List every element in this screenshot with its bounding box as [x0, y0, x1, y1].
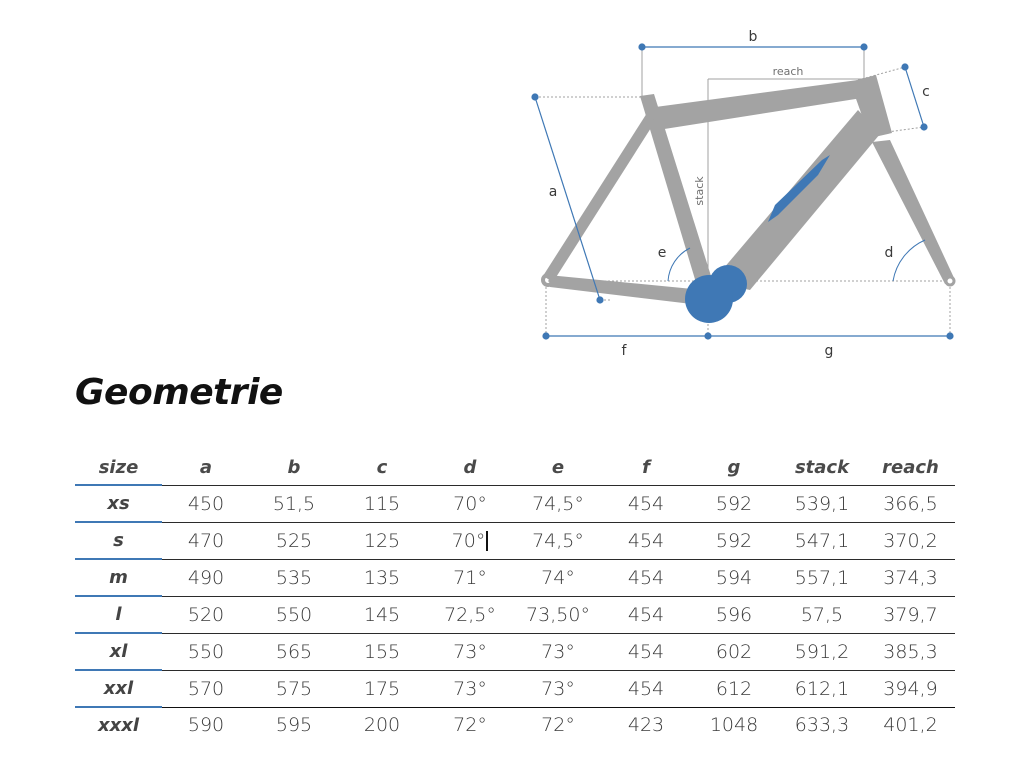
cell-e: 72°	[514, 707, 602, 743]
size-cell: xxl	[75, 670, 162, 707]
page-title: Geometrie	[75, 372, 283, 413]
cell-g: 594	[690, 559, 778, 596]
cell-stack: 539,1	[794, 492, 850, 515]
cell-e: 73°	[514, 633, 602, 670]
header-row	[75, 450, 955, 485]
header-g: g	[690, 450, 778, 485]
header-f: f	[602, 450, 690, 485]
label-d: d	[884, 245, 894, 261]
header-d: d	[426, 450, 514, 485]
cell-a: 520	[162, 596, 250, 633]
text-cursor	[486, 531, 488, 551]
cell-e: 74,5°	[532, 492, 584, 515]
label-reach: reach	[772, 65, 804, 78]
cell-g: 1048	[690, 707, 778, 743]
cell-f: 454	[602, 559, 690, 596]
cell-c: 115	[363, 492, 401, 515]
cell-f: 454	[602, 522, 690, 559]
cell-f: 454	[602, 670, 690, 707]
size-cell: l	[75, 596, 162, 633]
label-a: a	[548, 184, 558, 200]
cell-a: 470	[162, 522, 250, 559]
cell-c: 155	[338, 633, 426, 670]
cell-f: 454	[627, 492, 665, 515]
cell-e: 73°	[514, 670, 602, 707]
cell-stack: 57,5	[778, 596, 866, 633]
cell-e: 74°	[514, 559, 602, 596]
cell-f: 454	[602, 596, 690, 633]
cell-d: 73°	[426, 633, 514, 670]
cell-d-value: 70°	[451, 529, 486, 552]
cell-b: 550	[250, 596, 338, 633]
header-b: b	[250, 450, 338, 485]
cell-g: 602	[690, 633, 778, 670]
cell-d-editing[interactable]	[426, 522, 514, 559]
table-row	[75, 707, 955, 743]
label-stack: stack	[693, 176, 706, 206]
cell-b: 575	[250, 670, 338, 707]
cell-d: 73°	[426, 670, 514, 707]
cell-d: 71°	[426, 559, 514, 596]
cell-c: 135	[338, 559, 426, 596]
label-g: g	[824, 343, 834, 359]
cell-d: 72°	[426, 707, 514, 743]
cell-a: 570	[162, 670, 250, 707]
cell-c: 125	[338, 522, 426, 559]
cell-a: 490	[162, 559, 250, 596]
header-stack: stack	[778, 450, 866, 485]
size-cell: m	[75, 559, 162, 596]
cell-reach: 370,2	[866, 522, 955, 559]
cell-c: 200	[338, 707, 426, 743]
header-size: size	[75, 450, 162, 485]
cell-g: 596	[690, 596, 778, 633]
cell-g: 592	[715, 492, 753, 515]
frame-geometry-diagram	[0, 0, 1024, 380]
cell-c: 175	[338, 670, 426, 707]
label-f: f	[621, 343, 627, 359]
cell-reach: 394,9	[866, 670, 955, 707]
cell-a: 550	[162, 633, 250, 670]
header-a: a	[162, 450, 250, 485]
cell-reach: 385,3	[866, 633, 955, 670]
cell-e: 73,50°	[514, 596, 602, 633]
cell-stack: 633,3	[778, 707, 866, 743]
cell-stack: 547,1	[778, 522, 866, 559]
cell-reach: 366,5	[883, 492, 938, 515]
geometry-table	[75, 450, 955, 743]
cell-reach: 379,7	[866, 596, 955, 633]
cell-b: 51,5	[272, 492, 316, 515]
cell-b: 535	[250, 559, 338, 596]
cell-stack: 612,1	[778, 670, 866, 707]
label-c: c	[922, 84, 930, 100]
header-e: e	[514, 450, 602, 485]
cell-g: 592	[690, 522, 778, 559]
cell-b: 595	[250, 707, 338, 743]
cell-c: 145	[338, 596, 426, 633]
table-row	[75, 633, 955, 670]
table-row	[75, 559, 955, 596]
cell-a: 590	[162, 707, 250, 743]
table-row	[75, 670, 955, 707]
table-row	[75, 485, 955, 522]
cell-f: 454	[602, 633, 690, 670]
label-b: b	[748, 29, 758, 45]
cell-g: 612	[690, 670, 778, 707]
cell-reach: 374,3	[866, 559, 955, 596]
cell-stack: 557,1	[778, 559, 866, 596]
cell-reach: 401,2	[866, 707, 955, 743]
size-cell: xs	[107, 493, 130, 514]
cell-d: 72,5°	[426, 596, 514, 633]
header-c: c	[338, 450, 426, 485]
cell-stack: 591,2	[778, 633, 866, 670]
cell-f: 423	[602, 707, 690, 743]
bike-frame	[543, 75, 955, 305]
cell-d: 70°	[453, 492, 487, 515]
table-row	[75, 522, 955, 559]
size-cell: xxxl	[75, 707, 162, 743]
cell-b: 565	[250, 633, 338, 670]
header-reach: reach	[866, 450, 955, 485]
table-row	[75, 596, 955, 633]
size-cell: xl	[75, 633, 162, 670]
cell-e: 74,5°	[514, 522, 602, 559]
label-e: e	[657, 245, 667, 261]
size-cell: s	[75, 522, 162, 559]
cell-a: 450	[187, 492, 225, 515]
cell-b: 525	[250, 522, 338, 559]
